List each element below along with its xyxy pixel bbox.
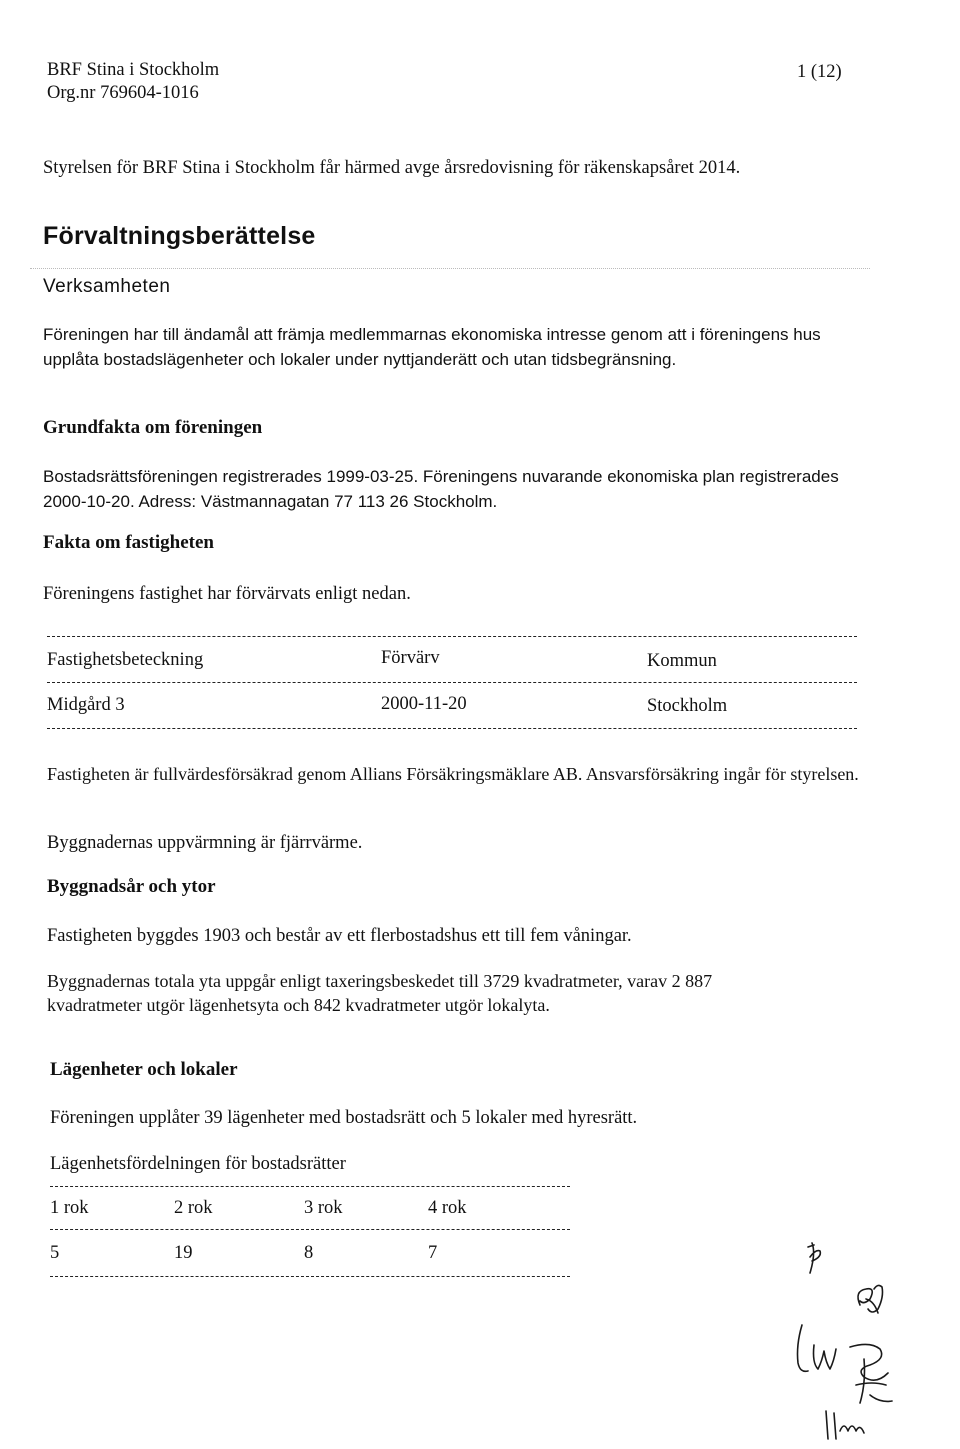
intro-text: Styrelsen för BRF Stina i Stockholm får härmed avge årsredovisning för räkenskapsåret 2014. — [43, 158, 741, 178]
heating-text: Byggnadernas uppvärmning är fjärrvärme. — [47, 833, 363, 853]
rok-table-rule-top — [50, 1186, 570, 1187]
org-number: Org.nr 769604-1016 — [47, 83, 199, 103]
rok-header-4: 4 rok — [428, 1198, 467, 1218]
section-heading-byggnadsar: Byggnadsår och ytor — [47, 876, 216, 897]
fastighet-text: Föreningens fastighet har förvärvats enligt nedan. — [43, 584, 411, 604]
section-heading-verksamheten: Verksamheten — [43, 276, 171, 297]
byggnadsar-text-2: Byggnadernas totala yta uppgår enligt taxeringsbeskedet till 3729 kvadratmeter, varav 2 887 kvadratmeter utgör lägenhetsyta och 842 kvadratmeter utgör lokalyta. — [47, 971, 713, 1015]
handwritten-initials-signature — [780, 1235, 950, 1445]
title-rule — [30, 268, 870, 269]
rok-header-3: 3 rok — [304, 1198, 343, 1218]
table-rule-mid — [47, 682, 857, 683]
verksamheten-text: Föreningen har till ändamål att främja medlemmarnas ekonomiska intresse genom att i föreningens hus upplåta bostadslägenheter och lokaler under nyttjanderätt och utan tidsbegränsning. — [43, 325, 821, 369]
rok-header-2: 2 rok — [174, 1198, 213, 1218]
table-cell-kommun: Stockholm — [647, 696, 728, 716]
table-header-kommun: Kommun — [647, 651, 717, 671]
table-header-forvarv: Förvärv — [381, 648, 440, 668]
section-heading-grundfakta: Grundfakta om föreningen — [43, 417, 263, 438]
grundfakta-text: Bostadsrättsföreningen registrerades 1999-03-25. Föreningens nuvarande ekonomiska plan registrerades 2000-10-20. Adress: Västmannagatan 77 113 26 Stockholm. — [43, 467, 839, 511]
table-rule-top — [47, 636, 857, 637]
lagenheter-text: Föreningen upplåter 39 lägenheter med bostadsrätt och 5 lokaler med hyresrätt. — [50, 1108, 638, 1128]
byggnadsar-text-1: Fastigheten byggdes 1903 och består av ett flerbostadshus ett till fem våningar. — [47, 926, 632, 946]
table-cell-forvarv: 2000-11-20 — [381, 694, 467, 714]
rok-header-1: 1 rok — [50, 1198, 89, 1218]
section-heading-lagenheter: Lägenheter och lokaler — [50, 1059, 238, 1080]
rok-table-rule-mid — [50, 1229, 570, 1230]
rok-value-4: 7 — [428, 1243, 438, 1263]
page-number: 1 (12) — [797, 62, 842, 82]
rok-value-1: 5 — [50, 1243, 60, 1263]
document-title: Förvaltningsberättelse — [43, 222, 316, 250]
rok-table-rule-bottom — [50, 1276, 570, 1277]
org-name: BRF Stina i Stockholm — [47, 60, 220, 80]
insurance-text: Fastigheten är fullvärdesförsäkrad genom Allians Försäkringsmäklare AB. Ansvarsförsäkring ingår för styrelsen. — [47, 764, 859, 784]
rok-value-2: 19 — [174, 1243, 193, 1263]
section-heading-fastighet: Fakta om fastigheten — [43, 532, 214, 553]
table-rule-bottom — [47, 728, 857, 729]
rok-value-3: 8 — [304, 1243, 314, 1263]
distribution-label: Lägenhetsfördelningen för bostadsrätter — [50, 1154, 346, 1174]
table-cell-beteckning: Midgård 3 — [47, 695, 125, 715]
table-header-fastighetsbeteckning: Fastighetsbeteckning — [47, 650, 204, 670]
